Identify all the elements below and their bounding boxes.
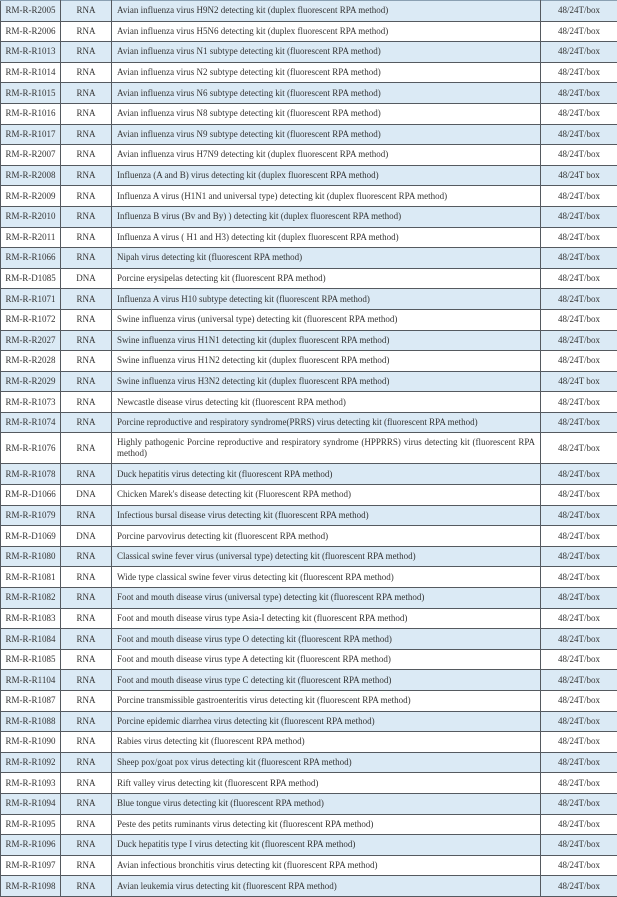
nucleic-acid-type-cell: RNA — [61, 835, 112, 856]
product-name-cell: Highly pathogenic Porcine reproductive and respiratory syndrome (HPPRRS) virus detecting kit (fluorescent RPA method) — [112, 433, 541, 464]
nucleic-acid-type-cell: RNA — [61, 412, 112, 433]
nucleic-acid-type-cell: RNA — [61, 351, 112, 372]
nucleic-acid-type-cell: RNA — [61, 289, 112, 310]
product-code-cell: RM-R-R1084 — [1, 629, 61, 650]
nucleic-acid-type-cell: RNA — [61, 752, 112, 773]
specification-cell: 48/24T/box — [541, 103, 617, 124]
specification-cell: 48/24T/box — [541, 505, 617, 526]
product-code-cell: RM-R-R1081 — [1, 567, 61, 588]
table-row — [1, 330, 617, 351]
nucleic-acid-type-cell: RNA — [61, 670, 112, 691]
product-catalog-body — [1, 1, 617, 897]
specification-cell: 48/24T/box — [541, 629, 617, 650]
product-code-cell: RM-R-R1076 — [1, 433, 61, 464]
specification-cell: 48/24T/box — [541, 464, 617, 485]
nucleic-acid-type-cell: RNA — [61, 103, 112, 124]
specification-cell: 48/24T/box — [541, 773, 617, 794]
nucleic-acid-type-cell: RNA — [61, 876, 112, 897]
product-code-cell: RM-R-R1092 — [1, 752, 61, 773]
product-code-cell: RM-R-R1073 — [1, 392, 61, 413]
table-row — [1, 629, 617, 650]
nucleic-acid-type-cell: RNA — [61, 505, 112, 526]
table-row — [1, 1, 617, 22]
specification-cell: 48/24T/box — [541, 248, 617, 269]
product-code-cell: RM-R-R2010 — [1, 206, 61, 227]
nucleic-acid-type-cell: RNA — [61, 855, 112, 876]
product-name-cell: Avian influenza virus H9N2 detecting kit (duplex fluorescent RPA method) — [112, 1, 541, 22]
specification-cell: 48/24T/box — [541, 835, 617, 856]
specification-cell: 48/24T/box — [541, 309, 617, 330]
product-name-cell: Newcastle disease virus detecting kit (fluorescent RPA method) — [112, 392, 541, 413]
product-code-cell: RM-R-R1080 — [1, 546, 61, 567]
product-code-cell: RM-R-R1014 — [1, 62, 61, 83]
product-code-cell: RM-R-R1096 — [1, 835, 61, 856]
table-row — [1, 835, 617, 856]
product-code-cell: RM-R-D1085 — [1, 268, 61, 289]
product-code-cell: RM-R-R2005 — [1, 1, 61, 22]
product-name-cell: Influenza A virus (H1N1 and universal type) detecting kit (duplex fluorescent RPA method) — [112, 186, 541, 207]
specification-cell: 48/24T/box — [541, 588, 617, 609]
specification-cell: 48/24T/box — [541, 145, 617, 166]
nucleic-acid-type-cell: DNA — [61, 526, 112, 547]
product-name-cell: Avian influenza virus H7N9 detecting kit (duplex fluorescent RPA method) — [112, 145, 541, 166]
product-name-cell: Sheep pox/goat pox virus detecting kit (fluorescent RPA method) — [112, 752, 541, 773]
table-row — [1, 268, 617, 289]
table-row — [1, 649, 617, 670]
specification-cell: 48/24T box — [541, 371, 617, 392]
product-code-cell: RM-R-R1066 — [1, 248, 61, 269]
nucleic-acid-type-cell: RNA — [61, 42, 112, 63]
specification-cell: 48/24T box — [541, 165, 617, 186]
specification-cell: 48/24T/box — [541, 42, 617, 63]
nucleic-acid-type-cell: RNA — [61, 145, 112, 166]
product-name-cell: Foot and mouth disease virus type A detecting kit (fluorescent RPA method) — [112, 649, 541, 670]
table-row — [1, 711, 617, 732]
table-row — [1, 732, 617, 753]
product-name-cell: Nipah virus detecting kit (fluorescent RPA method) — [112, 248, 541, 269]
product-code-cell: RM-R-R2028 — [1, 351, 61, 372]
table-row — [1, 855, 617, 876]
product-name-cell: Influenza A virus H10 subtype detecting kit (fluorescent RPA method) — [112, 289, 541, 310]
table-row — [1, 670, 617, 691]
nucleic-acid-type-cell: DNA — [61, 485, 112, 506]
nucleic-acid-type-cell: RNA — [61, 165, 112, 186]
product-name-cell: Blue tongue virus detecting kit (fluorescent RPA method) — [112, 793, 541, 814]
product-name-cell: Peste des petits ruminants virus detecting kit (fluorescent RPA method) — [112, 814, 541, 835]
specification-cell: 48/24T/box — [541, 289, 617, 310]
product-name-cell: Rift valley virus detecting kit (fluorescent RPA method) — [112, 773, 541, 794]
nucleic-acid-type-cell: RNA — [61, 186, 112, 207]
nucleic-acid-type-cell: RNA — [61, 392, 112, 413]
product-code-cell: RM-R-R1085 — [1, 649, 61, 670]
product-code-cell: RM-R-R1082 — [1, 588, 61, 609]
table-row — [1, 485, 617, 506]
product-code-cell: RM-R-R1017 — [1, 124, 61, 145]
specification-cell: 48/24T/box — [541, 608, 617, 629]
table-row — [1, 124, 617, 145]
nucleic-acid-type-cell: RNA — [61, 309, 112, 330]
product-name-cell: Avian influenza virus N8 subtype detecting kit (fluorescent RPA method) — [112, 103, 541, 124]
product-code-cell: RM-R-R1094 — [1, 793, 61, 814]
nucleic-acid-type-cell: RNA — [61, 773, 112, 794]
table-row — [1, 546, 617, 567]
table-row — [1, 793, 617, 814]
table-row — [1, 814, 617, 835]
nucleic-acid-type-cell: RNA — [61, 371, 112, 392]
nucleic-acid-type-cell: RNA — [61, 793, 112, 814]
nucleic-acid-type-cell: DNA — [61, 268, 112, 289]
nucleic-acid-type-cell: RNA — [61, 691, 112, 712]
nucleic-acid-type-cell: RNA — [61, 227, 112, 248]
table-row — [1, 42, 617, 63]
nucleic-acid-type-cell: RNA — [61, 711, 112, 732]
product-code-cell: RM-R-R1074 — [1, 412, 61, 433]
product-code-cell: RM-R-R1016 — [1, 103, 61, 124]
nucleic-acid-type-cell: RNA — [61, 464, 112, 485]
product-code-cell: RM-R-R2009 — [1, 186, 61, 207]
specification-cell: 48/24T/box — [541, 793, 617, 814]
specification-cell: 48/24T/box — [541, 732, 617, 753]
product-code-cell: RM-R-R2007 — [1, 145, 61, 166]
table-row — [1, 186, 617, 207]
product-name-cell: Porcine parvovirus detecting kit (fluorescent RPA method) — [112, 526, 541, 547]
specification-cell: 48/24T/box — [541, 876, 617, 897]
product-name-cell: Influenza (A and B) virus detecting kit (duplex fluorescent RPA method) — [112, 165, 541, 186]
specification-cell: 48/24T/box — [541, 1, 617, 22]
specification-cell: 48/24T/box — [541, 268, 617, 289]
table-row — [1, 62, 617, 83]
table-row — [1, 351, 617, 372]
product-name-cell: Swine influenza virus H1N1 detecting kit (duplex fluorescent RPA method) — [112, 330, 541, 351]
product-name-cell: Avian influenza virus N6 subtype detecting kit (fluorescent RPA method) — [112, 83, 541, 104]
product-name-cell: Wide type classical swine fever virus detecting kit (fluorescent RPA method) — [112, 567, 541, 588]
specification-cell: 48/24T/box — [541, 124, 617, 145]
product-code-cell: RM-R-R1088 — [1, 711, 61, 732]
product-code-cell: RM-R-R1097 — [1, 855, 61, 876]
table-row — [1, 21, 617, 42]
specification-cell: 48/24T/box — [541, 83, 617, 104]
product-code-cell: RM-R-R2008 — [1, 165, 61, 186]
specification-cell: 48/24T/box — [541, 855, 617, 876]
nucleic-acid-type-cell: RNA — [61, 1, 112, 22]
product-code-cell: RM-R-R1013 — [1, 42, 61, 63]
specification-cell: 48/24T/box — [541, 670, 617, 691]
product-code-cell: RM-R-R2011 — [1, 227, 61, 248]
table-row — [1, 608, 617, 629]
table-row — [1, 505, 617, 526]
table-row — [1, 773, 617, 794]
product-name-cell: Foot and mouth disease virus type Asia-I detecting kit (fluorescent RPA method) — [112, 608, 541, 629]
nucleic-acid-type-cell: RNA — [61, 433, 112, 464]
specification-cell: 48/24T/box — [541, 546, 617, 567]
table-row — [1, 526, 617, 547]
product-code-cell: RM-R-R1087 — [1, 691, 61, 712]
nucleic-acid-type-cell: RNA — [61, 546, 112, 567]
specification-cell: 48/24T/box — [541, 567, 617, 588]
product-name-cell: Swine influenza virus (universal type) detecting kit (fluorescent RPA method) — [112, 309, 541, 330]
table-row — [1, 103, 617, 124]
nucleic-acid-type-cell: RNA — [61, 732, 112, 753]
product-name-cell: Swine influenza virus H1N2 detecting kit (duplex fluorescent RPA method) — [112, 351, 541, 372]
product-code-cell: RM-R-R2027 — [1, 330, 61, 351]
table-row — [1, 289, 617, 310]
nucleic-acid-type-cell: RNA — [61, 629, 112, 650]
table-row — [1, 145, 617, 166]
table-row — [1, 412, 617, 433]
product-code-cell: RM-R-R1078 — [1, 464, 61, 485]
product-name-cell: Avian influenza virus N1 subtype detecting kit (fluorescent RPA method) — [112, 42, 541, 63]
product-code-cell: RM-R-D1069 — [1, 526, 61, 547]
product-code-cell: RM-R-R1090 — [1, 732, 61, 753]
nucleic-acid-type-cell: RNA — [61, 83, 112, 104]
table-row — [1, 691, 617, 712]
table-row — [1, 309, 617, 330]
product-name-cell: Influenza B virus (Bv and By) ) detecting kit (duplex fluorescent RPA method) — [112, 206, 541, 227]
product-name-cell: Rabies virus detecting kit (fluorescent RPA method) — [112, 732, 541, 753]
product-name-cell: Foot and mouth disease virus type O detecting kit (fluorescent RPA method) — [112, 629, 541, 650]
table-row — [1, 248, 617, 269]
product-code-cell: RM-R-R1095 — [1, 814, 61, 835]
table-row — [1, 165, 617, 186]
product-code-cell: RM-R-R2029 — [1, 371, 61, 392]
specification-cell: 48/24T/box — [541, 814, 617, 835]
table-row — [1, 464, 617, 485]
product-name-cell: Porcine erysipelas detecting kit (fluorescent RPA method) — [112, 268, 541, 289]
specification-cell: 48/24T/box — [541, 649, 617, 670]
product-code-cell: RM-R-R1079 — [1, 505, 61, 526]
table-row — [1, 588, 617, 609]
product-name-cell: Classical swine fever virus (universal type) detecting kit (fluorescent RPA method) — [112, 546, 541, 567]
product-name-cell: Foot and mouth disease virus type C detecting kit (fluorescent RPA method) — [112, 670, 541, 691]
nucleic-acid-type-cell: RNA — [61, 567, 112, 588]
product-name-cell: Infectious bursal disease virus detecting kit (fluorescent RPA method) — [112, 505, 541, 526]
nucleic-acid-type-cell: RNA — [61, 588, 112, 609]
specification-cell: 48/24T/box — [541, 412, 617, 433]
nucleic-acid-type-cell: RNA — [61, 62, 112, 83]
specification-cell: 48/24T/box — [541, 21, 617, 42]
product-name-cell: Duck hepatitis type I virus detecting kit (fluorescent RPA method) — [112, 835, 541, 856]
product-name-cell: Influenza A virus ( H1 and H3) detecting kit (duplex fluorescent RPA method) — [112, 227, 541, 248]
product-name-cell: Chicken Marek's disease detecting kit (Fluorescent RPA method) — [112, 485, 541, 506]
nucleic-acid-type-cell: RNA — [61, 124, 112, 145]
product-name-cell: Avian influenza virus N2 subtype detecting kit (fluorescent RPA method) — [112, 62, 541, 83]
product-name-cell: Avian influenza virus N9 subtype detecting kit (fluorescent RPA method) — [112, 124, 541, 145]
nucleic-acid-type-cell: RNA — [61, 21, 112, 42]
product-code-cell: RM-R-R1098 — [1, 876, 61, 897]
nucleic-acid-type-cell: RNA — [61, 814, 112, 835]
specification-cell: 48/24T/box — [541, 186, 617, 207]
specification-cell: 48/24T/box — [541, 691, 617, 712]
product-name-cell: Swine influenza virus H3N2 detecting kit (duplex fluorescent RPA method) — [112, 371, 541, 392]
product-code-cell: RM-R-R1015 — [1, 83, 61, 104]
product-name-cell: Avian infectious bronchitis virus detecting kit (fluorescent RPA method) — [112, 855, 541, 876]
nucleic-acid-type-cell: RNA — [61, 608, 112, 629]
table-row — [1, 206, 617, 227]
nucleic-acid-type-cell: RNA — [61, 206, 112, 227]
product-code-cell: RM-R-R1083 — [1, 608, 61, 629]
specification-cell: 48/24T/box — [541, 392, 617, 413]
product-code-cell: RM-R-R1071 — [1, 289, 61, 310]
product-code-cell: RM-R-R1104 — [1, 670, 61, 691]
table-row — [1, 752, 617, 773]
specification-cell: 48/24T/box — [541, 330, 617, 351]
table-row — [1, 567, 617, 588]
table-row — [1, 371, 617, 392]
product-code-cell: RM-R-R1072 — [1, 309, 61, 330]
product-name-cell: Porcine epidemic diarrhea virus detecting kit (fluorescent RPA method) — [112, 711, 541, 732]
specification-cell: 48/24T/box — [541, 752, 617, 773]
table-row — [1, 392, 617, 413]
product-code-cell: RM-R-R1093 — [1, 773, 61, 794]
specification-cell: 48/24T/box — [541, 433, 617, 464]
nucleic-acid-type-cell: RNA — [61, 649, 112, 670]
table-row — [1, 876, 617, 897]
product-code-cell: RM-R-R2006 — [1, 21, 61, 42]
table-row — [1, 227, 617, 248]
specification-cell: 48/24T/box — [541, 526, 617, 547]
table-row — [1, 433, 617, 464]
product-name-cell: Porcine transmissible gastroenteritis virus detecting kit (fluorescent RPA method) — [112, 691, 541, 712]
specification-cell: 48/24T/box — [541, 227, 617, 248]
product-name-cell: Porcine reproductive and respiratory syndrome(PRRS) virus detecting kit (fluorescent RPA method) — [112, 412, 541, 433]
product-name-cell: Duck hepatitis virus detecting kit (fluorescent RPA method) — [112, 464, 541, 485]
specification-cell: 48/24T/box — [541, 206, 617, 227]
product-name-cell: Avian leukemia virus detecting kit (fluorescent RPA method) — [112, 876, 541, 897]
specification-cell: 48/24T/box — [541, 711, 617, 732]
product-name-cell: Foot and mouth disease virus (universal type) detecting kit (fluorescent RPA method) — [112, 588, 541, 609]
specification-cell: 48/24T/box — [541, 485, 617, 506]
nucleic-acid-type-cell: RNA — [61, 248, 112, 269]
product-code-cell: RM-R-D1066 — [1, 485, 61, 506]
specification-cell: 48/24T/box — [541, 351, 617, 372]
product-name-cell: Avian influenza virus H5N6 detecting kit (duplex fluorescent RPA method) — [112, 21, 541, 42]
table-row — [1, 83, 617, 104]
nucleic-acid-type-cell: RNA — [61, 330, 112, 351]
specification-cell: 48/24T/box — [541, 62, 617, 83]
